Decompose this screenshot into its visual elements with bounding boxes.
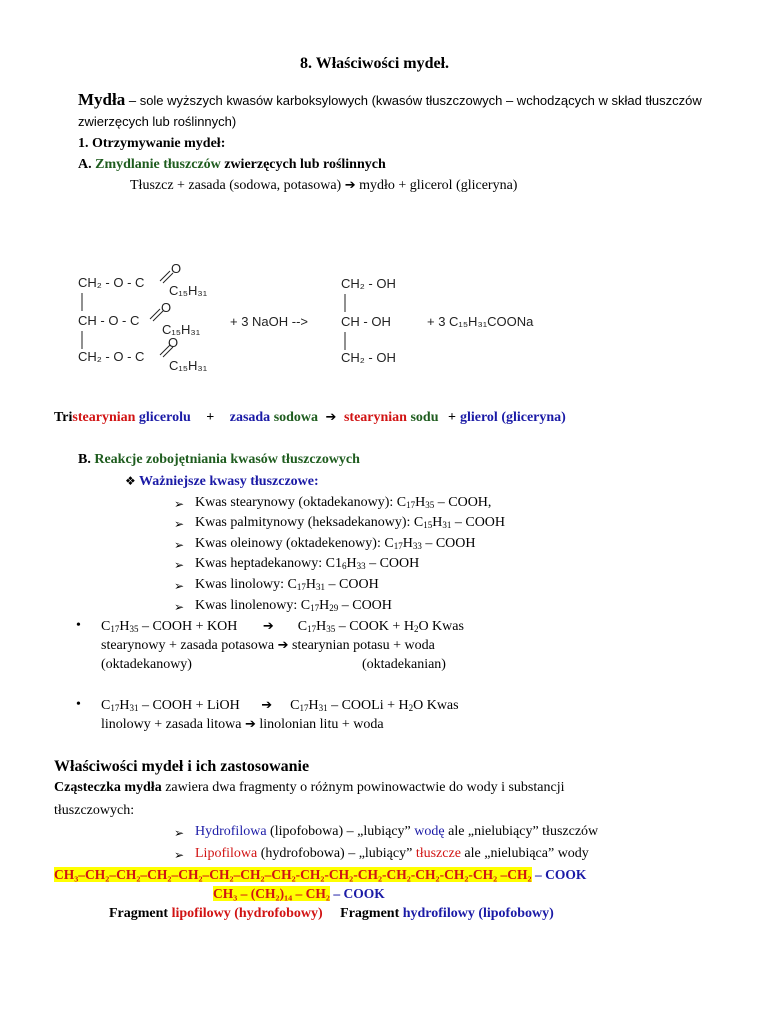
hydrocarbon-chain: CH₃–CH₂–CH₂–CH₂–CH₂–CH₂–CH₂–CH₂-CH₂-CH₂-CH₂-CH₂-CH₂-CH₂-CH₂ –CH₂ xyxy=(54,867,532,882)
acid-sub-h: 31 xyxy=(316,582,326,592)
formula-rest: – COOK + H xyxy=(335,619,414,634)
formula-sub: 31 xyxy=(129,703,139,713)
acid-tail: – COOH, xyxy=(434,495,492,510)
acid-name: Kwas linolenowy: C xyxy=(195,598,311,613)
formula-rest: – COOLi + H xyxy=(327,698,409,713)
chevron-bullet-icon: ➢ xyxy=(174,558,185,572)
important-acids-heading xyxy=(125,474,319,490)
acid-tail: – COOH xyxy=(325,577,379,592)
acid-sub-c: 17 xyxy=(296,582,306,592)
formula-rest: – COOH + LiOH xyxy=(138,698,240,713)
acid-sub-c: 17 xyxy=(310,603,320,613)
triglyceride-bot-ch2: CH₂ - O - C xyxy=(78,349,145,364)
fragment-label-2: Fragment xyxy=(340,906,403,921)
acid-h: H xyxy=(319,598,330,613)
arrow-icon: ➔ xyxy=(325,410,337,425)
name-sodu: sodu xyxy=(406,410,439,425)
acid-h: H xyxy=(415,495,426,510)
glycerol-mid: CH - OH xyxy=(341,314,391,329)
formula-sub: 2 xyxy=(413,624,419,634)
acid-name: Kwas oleinowy (oktadekenowy): C xyxy=(195,536,394,551)
acid-sub-c: 17 xyxy=(393,541,403,551)
formula-rest: O Kwas xyxy=(418,619,464,634)
fatty-acid-item xyxy=(195,536,475,552)
acid-sub-c: 15 xyxy=(423,520,433,530)
top-carbonyl-oxygen: O xyxy=(171,261,182,276)
fatty-acid-item xyxy=(195,495,491,511)
formula-sub: 31 xyxy=(318,703,328,713)
formula-sub: 2 xyxy=(408,703,414,713)
fatty-acid-item xyxy=(195,598,392,614)
word-equation-left: Tłuszcz + zasada (sodowa, potasowa) xyxy=(130,178,342,193)
formula-c: C xyxy=(290,698,300,713)
bot-carbonyl-oxygen: O xyxy=(168,335,179,350)
acid-name: Kwas heptadekanowy: C1 xyxy=(195,556,342,571)
name-glierol: glierol (gliceryna) xyxy=(459,410,566,425)
properties-text: zawiera dwa fragmenty o różnym powinowactwie do wody i substancji xyxy=(161,780,565,795)
lipophilic-word: Lipofilowa xyxy=(195,846,258,861)
acid-sub-h: 33 xyxy=(356,561,366,571)
formula-rest: O Kwas xyxy=(413,698,459,713)
koh-names-left: stearynowy + zasada potasowa xyxy=(101,638,275,653)
intro-def-line2: zwierzęcych lub roślinnych) xyxy=(78,114,237,129)
fatty-acid-item xyxy=(195,515,505,531)
acid-sub-h: 29 xyxy=(329,603,339,613)
arrow-icon: ➔ xyxy=(261,698,273,713)
hydrophilic-water: wodę xyxy=(414,824,445,839)
acid-h: H xyxy=(432,515,443,530)
acid-sub-c: 17 xyxy=(406,500,416,510)
soap-molecule-term: Cząsteczka mydła xyxy=(54,780,162,795)
koh-reaction-line3-right: (oktadekanian) xyxy=(362,657,446,672)
chevron-bullet-icon: ➢ xyxy=(174,826,185,840)
fatty-acid-item xyxy=(195,577,379,593)
koh-reaction-line1 xyxy=(101,619,464,635)
formula-h: H xyxy=(316,619,327,634)
formula-sub: 17 xyxy=(307,624,317,634)
acid-sub-h: 33 xyxy=(412,541,422,551)
section-b-title: Reakcje zobojętniania kwasów tłuszczowych xyxy=(94,452,360,467)
important-acids-label: Ważniejsze kwasy tłuszczowe: xyxy=(139,474,319,489)
chevron-bullet-icon: ➢ xyxy=(174,517,185,531)
properties-heading: Właściwości mydeł i ich zastosowanie xyxy=(54,758,310,775)
formula-sub: 35 xyxy=(326,624,336,634)
fragment-hydrophilic: hydrofilowy (lipofobowy) xyxy=(402,906,554,921)
acid-tail: – COOH xyxy=(421,536,476,551)
lipophilic-rest2: ale „nielubiąca” wody xyxy=(460,846,589,861)
reagent-naoh: + 3 NaOH --> xyxy=(230,314,309,329)
hydrophilic-rest1: (lipofobowa) – „lubiący” xyxy=(266,824,415,839)
saponification-reaction-diagram xyxy=(70,255,590,380)
lioh-reaction-line1 xyxy=(101,698,459,714)
fragment-labels xyxy=(109,906,554,922)
acid-tail: – COOH xyxy=(365,556,420,571)
koh-names-right: stearynian potasu + woda xyxy=(288,638,435,653)
arrow-icon: ➔ xyxy=(344,178,356,193)
koh-reaction-line3-left: (oktadekanowy) xyxy=(101,657,192,672)
chevron-bullet-icon: ➢ xyxy=(174,848,185,862)
acid-h: H xyxy=(305,577,317,592)
lioh-names-left: linolowy + zasada litowa xyxy=(101,717,242,732)
fragment-label-1: Fragment xyxy=(109,906,172,921)
bullet-dot-2: • xyxy=(76,697,81,712)
chevron-bullet-icon: ➢ xyxy=(174,497,185,511)
bullet-dot-1: • xyxy=(76,618,81,633)
triglyceride-top-ch2: CH₂ - O - C xyxy=(78,275,145,290)
hydrophilic-word: Hydrofilowa xyxy=(195,824,267,839)
lipophilic-fats: tłuszcze xyxy=(415,846,461,861)
mid-fatty-chain: C₁₅H₃₁ xyxy=(162,322,201,337)
top-fatty-chain: C₁₅H₃₁ xyxy=(169,283,208,298)
formula-sub: 17 xyxy=(110,703,120,713)
section-b-heading xyxy=(78,452,360,468)
section-b-letter: B. xyxy=(78,452,91,467)
triglyceride-mid-ch: CH - O - C xyxy=(78,313,140,328)
name-plus-1: + xyxy=(206,410,215,425)
acid-h: H xyxy=(402,536,413,551)
koh-reaction-line2 xyxy=(101,638,435,654)
intro-definition xyxy=(78,90,702,110)
name-glicerolu: glicerolu xyxy=(135,410,191,425)
properties-paragraph-line2: tłuszczowych: xyxy=(54,803,135,818)
lipophilic-line xyxy=(195,846,589,862)
formula-sub: 17 xyxy=(110,624,120,634)
section1-heading: 1. Otrzymywanie mydeł: xyxy=(78,136,226,151)
condensed-carboxylate: – COOK xyxy=(329,886,385,901)
formula-sub: 35 xyxy=(129,624,139,634)
acid-tail: – COOH xyxy=(338,598,392,613)
acid-name: Kwas palmitynowy (heksadekanowy): C xyxy=(195,515,424,530)
section1-a-heading xyxy=(78,157,386,173)
name-stearynian-2: stearynian xyxy=(343,410,407,425)
stearate-chain-formula xyxy=(54,867,586,883)
section-a-letter: A. xyxy=(78,157,92,172)
lioh-names-right: linolonian litu + woda xyxy=(255,717,384,732)
bot-fatty-chain: C₁₅H₃₁ xyxy=(169,358,208,373)
acid-tail: – COOH xyxy=(451,515,506,530)
reaction-names-line xyxy=(54,410,566,426)
arrow-icon: ➔ xyxy=(262,619,274,634)
fatty-acid-item xyxy=(195,556,419,572)
word-equation-right: mydło + glicerol (gliceryna) xyxy=(355,178,518,193)
hydrophilic-rest2: ale „nielubiący” tłuszczów xyxy=(444,824,599,839)
formula-rest: – COOH + KOH xyxy=(138,619,238,634)
diamond-bullet-icon: ❖ xyxy=(125,474,136,488)
chevron-bullet-icon: ➢ xyxy=(174,600,185,614)
hydrophilic-line xyxy=(195,824,598,840)
glycerol-bot: CH₂ - OH xyxy=(341,350,396,365)
glycerol-top: CH₂ - OH xyxy=(341,276,396,291)
intro-def-line1: – sole wyższych kwasów karboksylowych (kwasów tłuszczowych – wchodzących w skład tłuszczów xyxy=(125,93,702,108)
chevron-bullet-icon: ➢ xyxy=(174,538,185,552)
arrow-icon: ➔ xyxy=(244,717,256,732)
condensed-hydrocarbon: CH₃ – (CH₂)₁₄ – CH₂ xyxy=(213,886,330,901)
acid-name: Kwas stearynowy (oktadekanowy): C xyxy=(195,495,407,510)
sodium-palmitate-product: + 3 C₁₅H₃₁COONa xyxy=(427,314,534,329)
carboxylate-head: – COOK xyxy=(531,867,587,882)
formula-sub: 17 xyxy=(299,703,309,713)
formula-h: H xyxy=(119,619,130,634)
formula-h: H xyxy=(308,698,319,713)
arrow-icon: ➔ xyxy=(277,638,289,653)
acid-sub-c: 6 xyxy=(341,561,347,571)
lioh-reaction-line2 xyxy=(101,717,384,733)
acid-name: Kwas linolowy: C xyxy=(195,577,297,592)
name-zasada: zasada xyxy=(229,410,271,425)
name-plus-2: + xyxy=(447,410,456,425)
properties-paragraph xyxy=(54,780,564,796)
formula-c: C xyxy=(297,619,308,634)
section-a-rest: zwierzęcych lub roślinnych xyxy=(220,157,386,172)
page-title: 8. Właściwości mydeł. xyxy=(300,55,450,72)
formula-h: H xyxy=(119,698,130,713)
acid-h: H xyxy=(346,556,357,571)
chevron-bullet-icon: ➢ xyxy=(174,579,185,593)
fragment-lipophilic: lipofilowy (hydrofobowy) xyxy=(171,906,323,921)
condensed-chain-formula xyxy=(213,886,385,902)
formula-c: C xyxy=(101,619,111,634)
mid-carbonyl-oxygen: O xyxy=(161,300,172,315)
word-equation xyxy=(130,178,517,194)
name-stearynian-1: stearynian xyxy=(72,410,136,425)
intro-term: Mydła xyxy=(78,90,126,109)
acid-sub-h: 35 xyxy=(425,500,435,510)
section-a-green: Zmydlanie tłuszczów xyxy=(95,157,221,172)
formula-c: C xyxy=(101,698,111,713)
acid-sub-h: 31 xyxy=(442,520,452,530)
lipophilic-rest1: (hydrofobowa) – „lubiący” xyxy=(257,846,416,861)
name-sodowa: sodowa xyxy=(270,410,319,425)
name-tri: Tri xyxy=(54,410,73,425)
